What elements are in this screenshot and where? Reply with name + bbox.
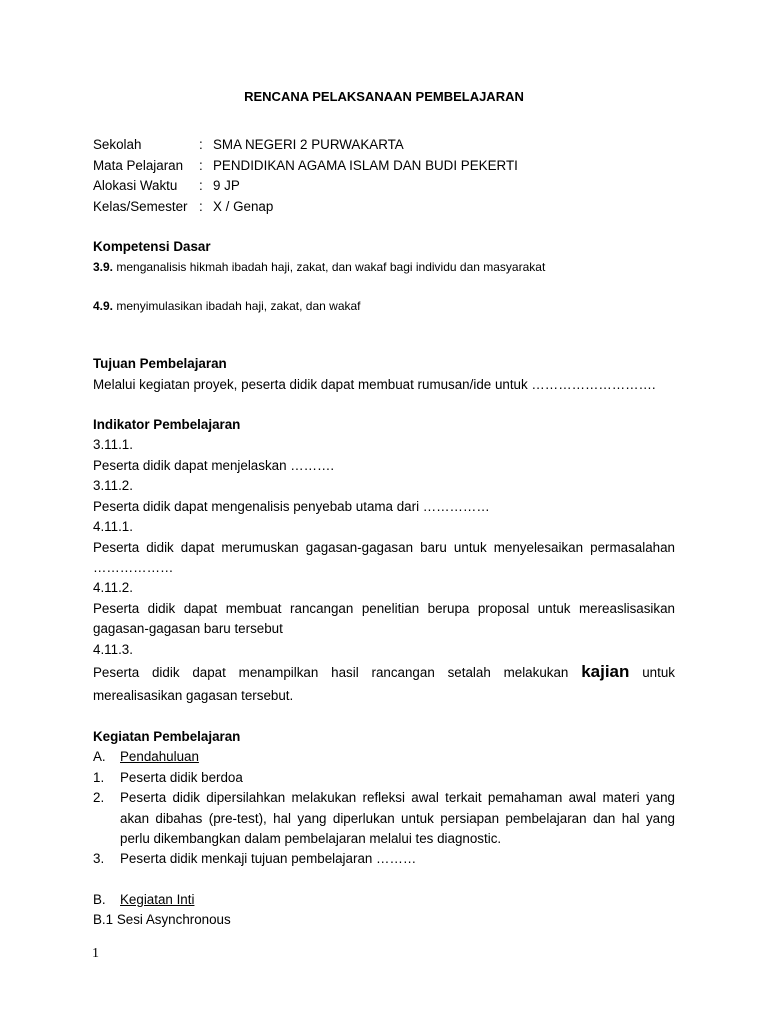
indikator-text: Peserta didik dapat merumuskan gagasan-gagasan baru untuk menyelesaikan permasalahan ……………… [93,539,675,575]
indikator-text: Peserta didik dapat membuat rancangan penelitian berupa proposal untuk mereaslisasikan gagasan-gagasan baru tersebut [93,600,675,637]
kegiatan-heading: Kegiatan Pembelajaran [93,728,241,744]
section-heading [93,890,675,910]
list-item-number: 3. [93,851,105,867]
identity-row [93,135,675,155]
document-body [93,87,675,931]
identity-row [93,197,675,217]
indikator-number: 3.11.1. [93,437,133,453]
subsection-label: B.1 Sesi Asynchronous [93,912,231,928]
list-item-text: Peserta didik berdoa [120,769,243,785]
section-label: Kegiatan Inti [120,891,195,907]
kd-item-text: menganalisis hikmah ibadah haji, zakat, dan wakaf bagi individu dan masyarakat [116,260,546,275]
indikator-heading: Indikator Pembelajaran [93,417,241,433]
identity-value: X / Genap [213,198,274,214]
identity-sep: : [199,178,203,194]
indikator-number: 4.11.3. [93,641,133,657]
indikator-text-post: untuk merealisasikan gagasan tersebut. [93,664,675,703]
identity-value: 9 JP [213,178,240,194]
identity-key: Alokasi Waktu [93,178,178,194]
kd-item [93,257,675,277]
kd-item [93,296,675,316]
kegiatan-section-a [93,747,675,869]
list-item-number: 1. [93,769,105,785]
indikator-number: 4.11.2. [93,580,133,596]
page-number: 1 [92,946,99,961]
indikator-text: Peserta didik dapat menjelaskan ………. [93,457,335,473]
indikator-text-pre: Peserta didik dapat menampilkan hasil rancangan setalah melakukan [93,664,569,680]
identity-block [93,135,675,217]
identity-sep: : [199,157,203,173]
list-item [93,849,675,869]
list-item-number: 2. [93,790,105,806]
section-letter: A. [93,749,106,765]
indikator-emphasis: kajian [581,661,630,681]
identity-sep: : [199,198,203,214]
kd-item-number: 4.9. [93,298,114,313]
list-item [93,788,675,849]
identity-value: PENDIDIKAN AGAMA ISLAM DAN BUDI PEKERTI [213,157,518,173]
list-item [93,768,675,788]
indikator-text: Peserta didik dapat mengenalisis penyebab utama dari …………… [93,498,490,514]
list-item-text: Peserta didik menkaji tujuan pembelajaran ……… [120,851,417,867]
document-title: RENCANA PELAKSANAAN PEMBELAJARAN [244,89,524,104]
kegiatan-section-b [93,890,675,910]
kd-item-number: 3.9. [93,260,114,275]
identity-key: Kelas/Semester [93,198,188,214]
tujuan-text: Melalui kegiatan proyek, peserta didik dapat membuat rumusan/ide untuk ………………………. [93,376,656,392]
identity-row [93,156,675,176]
indikator-text [93,660,675,707]
identity-key: Sekolah [93,137,142,153]
identity-key: Mata Pelajaran [93,157,184,173]
identity-row [93,176,675,196]
identity-value: SMA NEGERI 2 PURWAKARTA [213,137,404,153]
indikator-number: 4.11.1. [93,519,133,535]
list-item-text: Peserta didik dipersilahkan melakukan refleksi awal terkait pemahaman awal materi yang akan dibahas (pre-test), hal yang diperlukan untuk persiapan pembelajaran dan hal yang perlu dikembangkan dalam pembelajaran melalui tes diagnostic. [120,790,675,846]
kd-heading: Kompetensi Dasar [93,239,211,255]
identity-sep: : [199,137,203,153]
indikator-number: 3.11.2. [93,478,133,494]
tujuan-heading: Tujuan Pembelajaran [93,356,227,372]
section-label: Pendahuluan [120,749,199,765]
section-heading [93,747,675,767]
section-letter: B. [93,891,106,907]
kd-item-text: menyimulasikan ibadah haji, zakat, dan wakaf [116,298,361,313]
